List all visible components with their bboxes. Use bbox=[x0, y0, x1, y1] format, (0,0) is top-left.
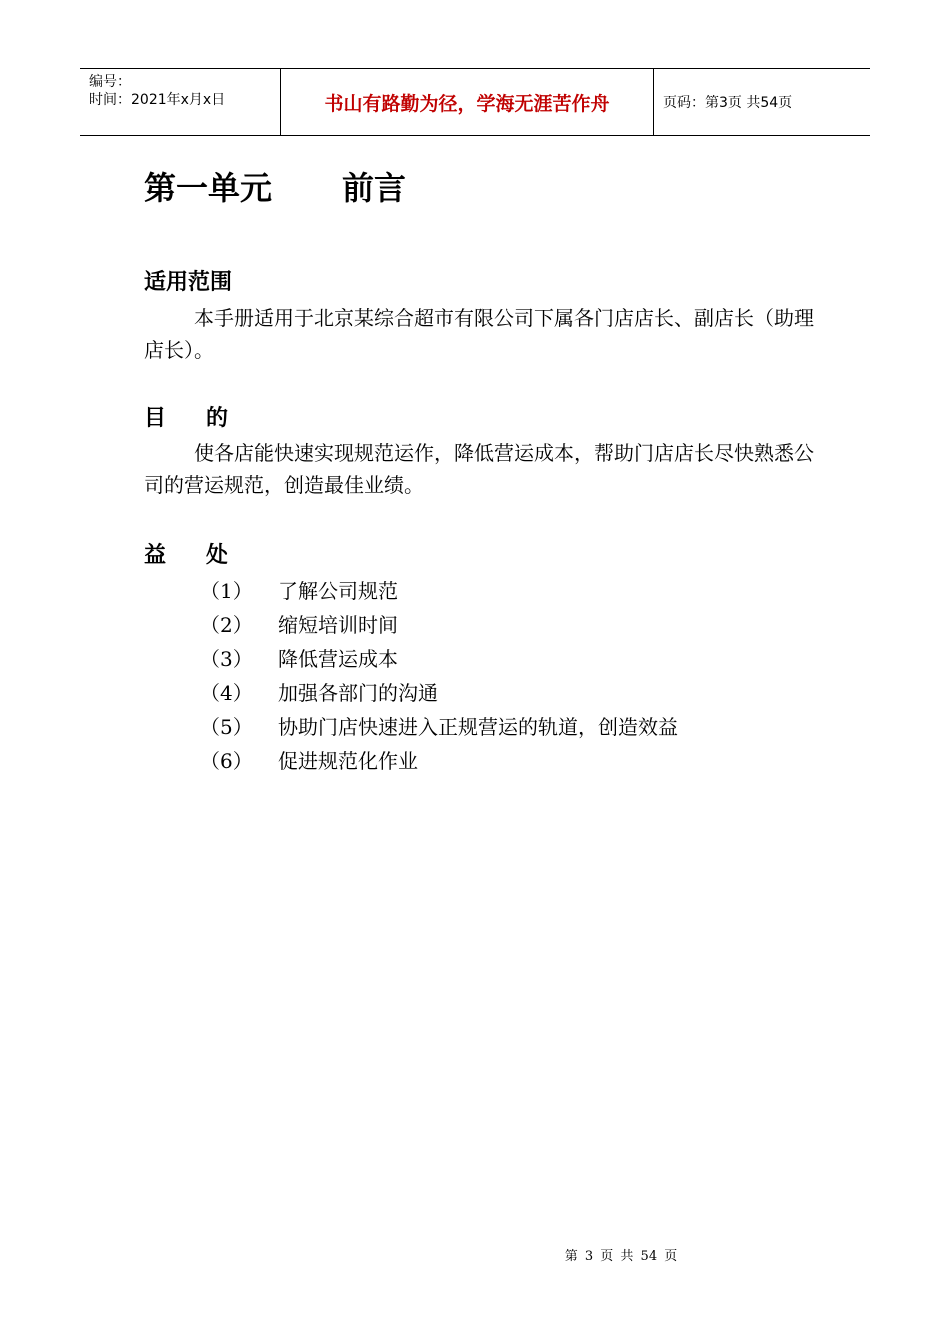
list-item bbox=[200, 642, 678, 676]
purpose-paragraph: 使各店能快速实现规范运作，降低营运成本，帮助门店店长尽快熟悉公司的营运规范，创造最佳业绩。 bbox=[144, 441, 814, 497]
list-item bbox=[200, 574, 678, 608]
page-header bbox=[80, 68, 870, 136]
benefits-list bbox=[200, 574, 678, 778]
scope-paragraph: 本手册适用于北京某综合超市有限公司下属各门店店长、副店长（助理店长）。 bbox=[144, 306, 814, 362]
list-item-number: （2） bbox=[200, 613, 253, 637]
purpose-heading-char-1: 目 bbox=[144, 406, 167, 431]
title-preface: 前言 bbox=[342, 169, 407, 207]
list-item bbox=[200, 744, 678, 778]
title-unit: 第一单元 bbox=[144, 169, 273, 207]
list-item bbox=[200, 608, 678, 642]
list-item-number: （5） bbox=[200, 715, 253, 739]
list-item-number: （6） bbox=[200, 749, 253, 773]
benefits-heading-char-1: 益 bbox=[144, 543, 167, 568]
footer-page-number: 第 3 页 共 54 页 bbox=[564, 1249, 678, 1264]
benefits-heading-char-2: 处 bbox=[206, 543, 229, 568]
list-item-text: 加强各部门的沟通 bbox=[278, 681, 438, 705]
list-item-text: 协助门店快速进入正规营运的轨道，创造效益 bbox=[278, 715, 678, 739]
benefits-heading bbox=[144, 541, 228, 571]
purpose-heading-char-2: 的 bbox=[206, 406, 229, 431]
list-item-text: 了解公司规范 bbox=[278, 579, 398, 603]
list-item-number: （3） bbox=[200, 647, 253, 671]
page-title bbox=[144, 166, 406, 210]
purpose-heading bbox=[144, 404, 228, 434]
list-item-text: 降低营运成本 bbox=[278, 647, 398, 671]
list-item bbox=[200, 710, 678, 744]
list-item bbox=[200, 676, 678, 710]
document-date: 时间：2021年x月x日 bbox=[89, 92, 226, 108]
page-footer bbox=[0, 1245, 950, 1264]
list-item-number: （4） bbox=[200, 681, 253, 705]
header-motto: 书山有路勤为径，学海无涯苦作舟 bbox=[281, 69, 654, 135]
header-page-info: 页码：第3页 共54页 bbox=[663, 95, 793, 111]
document-number-label: 编号： bbox=[89, 74, 131, 90]
list-item-text: 促进规范化作业 bbox=[278, 749, 418, 773]
list-item-number: （1） bbox=[200, 579, 253, 603]
scope-heading: 适用范围 bbox=[144, 270, 233, 295]
header-meta bbox=[80, 69, 281, 135]
list-item-text: 缩短培训时间 bbox=[278, 613, 398, 637]
